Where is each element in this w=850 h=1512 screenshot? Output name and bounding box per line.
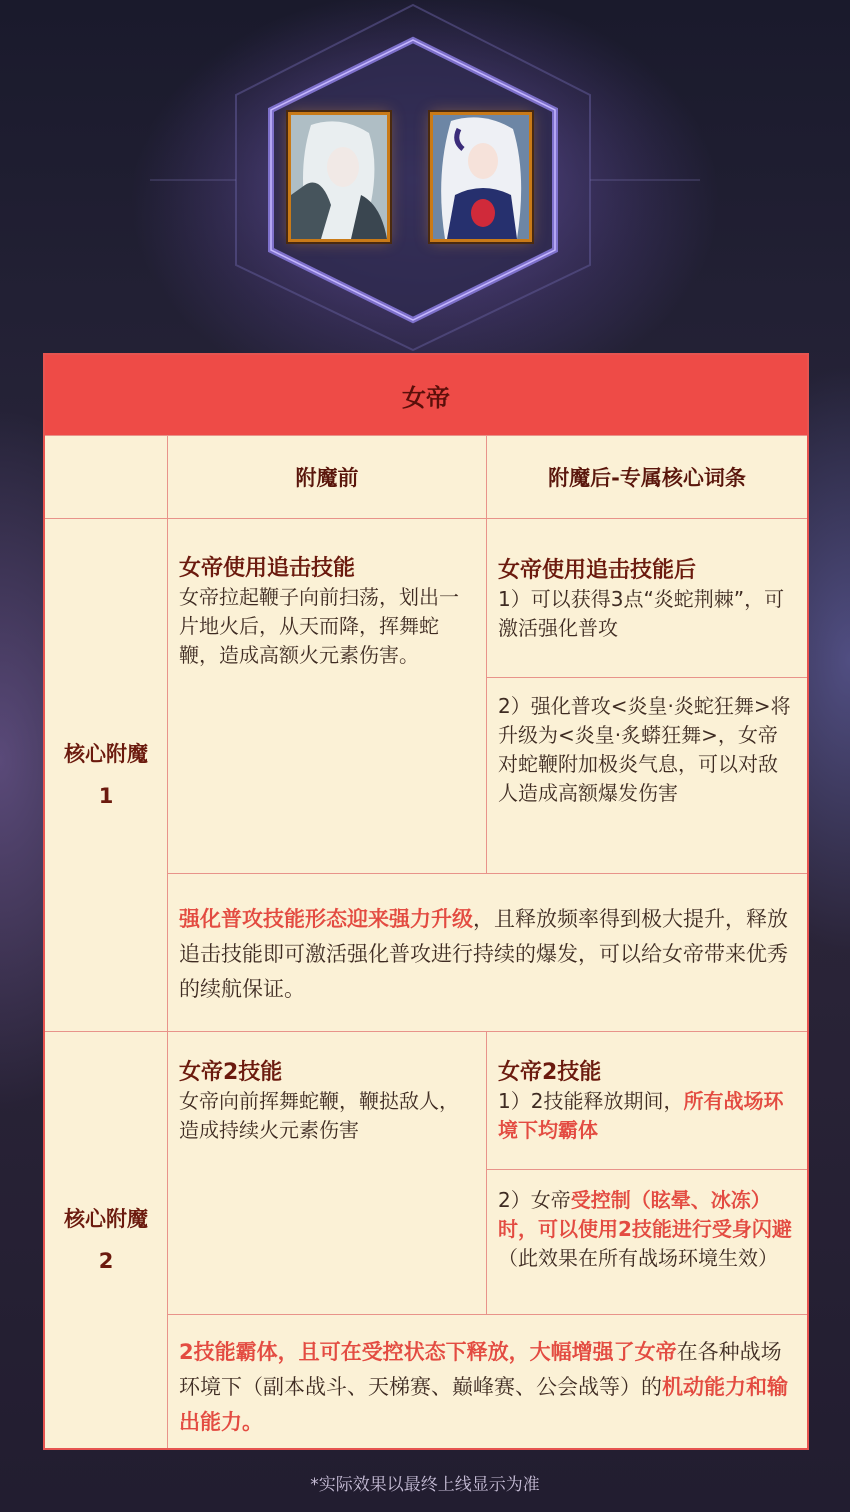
- after-part1-1: [487, 519, 807, 677]
- enchant-table: [43, 353, 809, 1450]
- footnote: *实际效果以最终上线显示为准: [310, 1475, 540, 1495]
- column-header-after: 附魔后-专属核心词条: [548, 466, 746, 490]
- summary-text-1: ，且释放频率得到极大提升，释放追击技能即可激活强化普攻进行持续的爆发，可以给女帝带来优秀的续航保证。: [179, 907, 788, 1001]
- section-core-enchant-1: [45, 518, 807, 1031]
- header-empty-cell: [45, 436, 168, 518]
- table-title: 女帝: [45, 355, 807, 435]
- summary-cell-2: [168, 1314, 807, 1448]
- hex-frame-decoration: [0, 0, 850, 352]
- before-text-2: 女帝向前挥舞蛇鞭，鞭挞敌人，造成持续火元素伤害: [179, 1089, 459, 1142]
- hero-portrait-before: [288, 112, 390, 242]
- after-text-1b: 2）强化普攻<炎皇·炎蛇狂舞>将升级为<炎皇·炙蟒狂舞>，女帝对蛇鞭附加极炎气息，可以对敌人造成高额爆发伤害: [498, 694, 791, 805]
- summary-cell-1: [168, 873, 807, 1031]
- before-text-1: 女帝拉起鞭子向前扫荡，划出一片地火后，从天而降，挥舞蛇鞭，造成高额火元素伤害。: [179, 585, 459, 667]
- after-part2-2: [487, 1169, 807, 1314]
- summary-highlight-2b: 机动能力和输出能力。: [179, 1375, 788, 1434]
- after-title-1: 女帝使用追击技能后: [498, 558, 697, 583]
- before-cell-2: [168, 1032, 487, 1314]
- hero-banner: [0, 0, 850, 352]
- summary-highlight-1: 强化普攻技能形态迎来强力升级: [179, 907, 473, 931]
- after-cell-1: [487, 519, 807, 873]
- section-label-2: [45, 1032, 168, 1448]
- hero-portrait-after: [430, 112, 532, 242]
- summary-text-2: 在各种战场环境下（副本战斗、天梯赛、巅峰赛、公会战等）的: [179, 1340, 782, 1399]
- before-title-2: 女帝2技能: [179, 1060, 283, 1085]
- after-text-2c: （此效果在所有战场环境生效）: [498, 1246, 778, 1270]
- after-cell-2: [487, 1032, 807, 1314]
- after-part2-1: [487, 677, 807, 873]
- section-label-line1: 核心附魔: [64, 1207, 148, 1231]
- before-title-1: 女帝使用追击技能: [179, 556, 356, 581]
- column-header-row: [45, 435, 807, 518]
- section-content-2: [168, 1032, 807, 1448]
- after-title-2: 女帝2技能: [498, 1060, 602, 1085]
- after-highlight-2b: 受控制（眩晕、冰冻）时，可以使用2技能进行受身闪避: [498, 1188, 792, 1241]
- section-label-1: [45, 519, 168, 1031]
- after-part1-2: [487, 1032, 807, 1169]
- section-label-line1: 核心附魔: [64, 742, 148, 766]
- section-label-line2: 1: [98, 784, 114, 808]
- summary-highlight-2a: 2技能霸体，且可在受控状态下释放，大幅增强了女帝: [179, 1340, 677, 1364]
- after-highlight-2a: 所有战场环境下均霸体: [498, 1089, 784, 1142]
- column-header-before: 附魔前: [168, 436, 487, 518]
- after-text-2b: 2）女帝: [498, 1188, 571, 1212]
- section-content-1: [168, 519, 807, 1031]
- section-label-line2: 2: [98, 1249, 114, 1273]
- after-text-2a: 1）2技能释放期间，: [498, 1089, 684, 1113]
- before-cell-1: [168, 519, 487, 873]
- section-core-enchant-2: [45, 1031, 807, 1448]
- after-text-1a: 1）可以获得3点“炎蛇荆棘”，可激活强化普攻: [498, 587, 785, 640]
